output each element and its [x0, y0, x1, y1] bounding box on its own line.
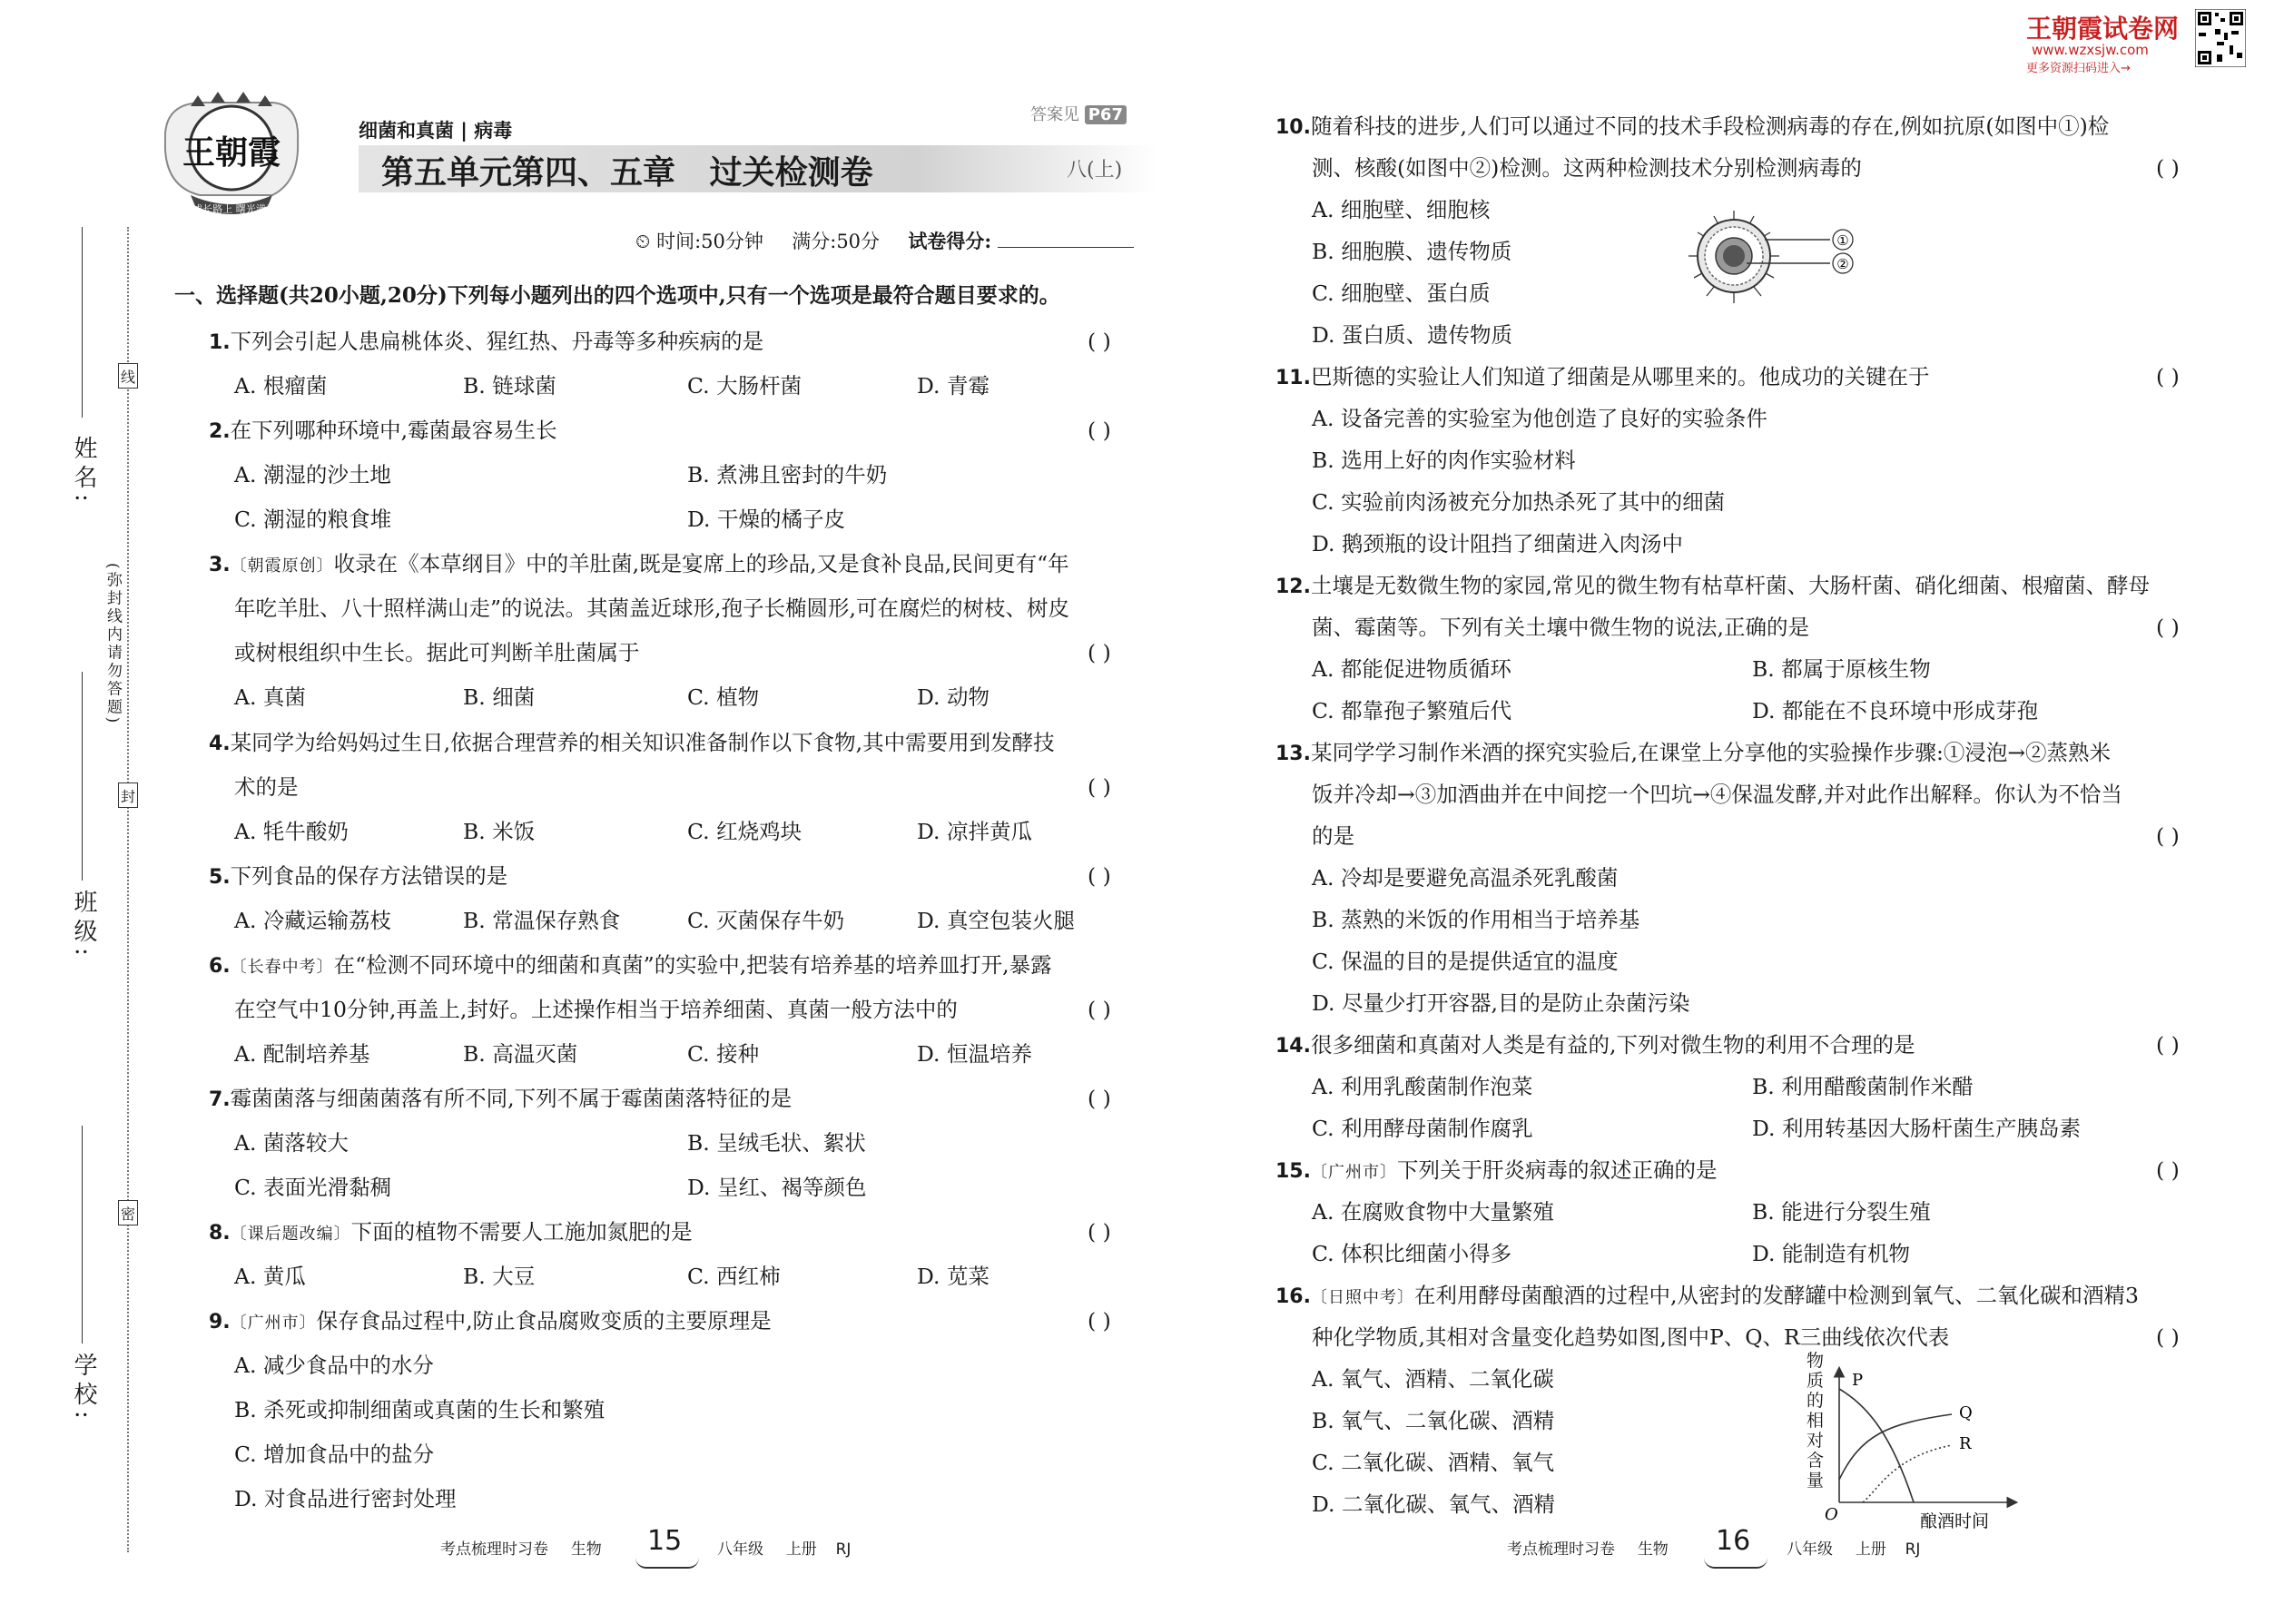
- answer-ref: [1030, 102, 1127, 125]
- q4-number: 4.: [209, 733, 231, 755]
- q16-option-b[interactable]: B. 氧气、二氧化碳、酒精: [1312, 1408, 1555, 1433]
- q7-stem: [209, 1078, 792, 1121]
- q13-stem-line2: 饭并冷却→③加酒曲并在中间挖一个凹坑→④保温发酵,并对此作出解释。你认为不恰当: [1312, 782, 2122, 807]
- q5-number: 5.: [209, 866, 231, 889]
- seal-mark-seal: 封: [118, 782, 138, 808]
- q1-option-c[interactable]: C. 大肠杆菌: [687, 373, 802, 399]
- q9-answer-blank[interactable]: ( ): [1088, 1308, 1111, 1334]
- q13-option-a[interactable]: A. 冷却是要避免高温杀死乳酸菌: [1312, 865, 1619, 891]
- q4-option-c[interactable]: C. 红烧鸡块: [687, 819, 802, 844]
- q7-text: 霉菌菌落与细菌菌落有所不同,下列不属于霉菌菌落特征的是: [230, 1086, 793, 1111]
- q13-stem-line3: 的是: [1312, 823, 1354, 849]
- q11-option-d[interactable]: D. 鹅颈瓶的设计阻挡了细菌进入肉汤中: [1312, 531, 1683, 556]
- q6-stem-line1: [209, 944, 1052, 989]
- q5-text: 下列食品的保存方法错误的是: [230, 863, 508, 889]
- q3-stem-line2: 年吃羊肚、八十照样满山走”的说法。其菌盖近球形,孢子长椭圆形,可在腐烂的树枝、树皮: [234, 595, 1069, 621]
- q15-option-c[interactable]: C. 体积比细菌小得多: [1312, 1241, 1512, 1266]
- q4-answer-blank[interactable]: ( ): [1088, 774, 1111, 800]
- exam-info: [635, 227, 1134, 254]
- q8-option-a[interactable]: A. 黄瓜: [234, 1264, 306, 1289]
- name-label: 姓名:: [70, 436, 97, 507]
- q5-option-d[interactable]: D. 真空包装火腿: [917, 908, 1075, 933]
- q16-source: 〔日照中考〕: [1310, 1288, 1414, 1307]
- q12-text-1: 土壤是无数微生物的家园,常见的微生物有枯草杆菌、大肠杆菌、硝化细菌、根瘤菌、酵母: [1310, 573, 2150, 598]
- q1-answer-blank[interactable]: ( ): [1088, 329, 1111, 354]
- curve-r: [1863, 1445, 1952, 1502]
- q9-text: 保存食品过程中,防止食品腐败变质的主要原理是: [316, 1308, 772, 1334]
- seal-mark-secret: 密: [118, 1200, 138, 1225]
- page-number-left: 15: [647, 1525, 683, 1557]
- footer-right-book: 考点梳理时习卷: [1507, 1540, 1615, 1559]
- q15-number: 15.: [1275, 1160, 1311, 1183]
- chart-series-q: Q: [1959, 1403, 1973, 1422]
- seal-mark-line: 线: [118, 363, 138, 389]
- q9-stem: [209, 1300, 772, 1344]
- q7-option-c[interactable]: C. 表面光滑黏稠: [234, 1175, 392, 1200]
- q15-source: 〔广州市〕: [1310, 1163, 1397, 1182]
- footer-right-meta: [1787, 1536, 1920, 1559]
- q8-stem: [209, 1211, 693, 1255]
- q13-stem-line1: [1275, 732, 2111, 775]
- page-title: 第五单元第四、五章 过关检测卷: [381, 154, 873, 192]
- q7-option-a[interactable]: A. 菌落较大: [234, 1130, 349, 1156]
- q10-option-b[interactable]: B. 细胞膜、遗传物质: [1312, 239, 1512, 264]
- virus-figure: [1687, 209, 1868, 322]
- q6-option-a[interactable]: A. 配制培养基: [234, 1041, 370, 1067]
- q16-stem-line2: 种化学物质,其相对含量变化趋势如图,图中P、Q、R三曲线依次代表: [1312, 1324, 1950, 1350]
- q15-option-b[interactable]: B. 能进行分裂生殖: [1752, 1199, 1931, 1225]
- q13-option-d[interactable]: D. 尽量少打开容器,目的是防止杂菌污染: [1312, 990, 1690, 1016]
- q1-option-b[interactable]: B. 链球菌: [463, 373, 556, 399]
- q3-answer-blank[interactable]: ( ): [1088, 640, 1111, 665]
- q11-option-b[interactable]: B. 选用上好的肉作实验材料: [1312, 448, 1576, 473]
- section1-heading: 一、选择题(共20小题,20分)下列每小题列出的四个选项中,只有一个选项是最符合题目要求的。: [174, 283, 1060, 308]
- q15-answer-blank[interactable]: ( ): [2156, 1157, 2180, 1183]
- q14-text: 很多细菌和真菌对人类是有益的,下列对微生物的利用不合理的是: [1310, 1032, 1915, 1058]
- q2-number: 2.: [209, 420, 231, 443]
- q14-option-b[interactable]: B. 利用醋酸菌制作米醋: [1752, 1074, 1974, 1099]
- q4-text-1: 某同学为给妈妈过生日,依据合理营养的相关知识准备制作以下食物,其中需要用到发酵技: [230, 730, 1055, 755]
- q3-option-a[interactable]: A. 真菌: [234, 684, 306, 710]
- q11-number: 11.: [1275, 367, 1311, 389]
- q3-option-d[interactable]: D. 动物: [917, 684, 989, 710]
- q11-option-c[interactable]: C. 实验前肉汤被充分加热杀死了其中的细菌: [1312, 489, 1726, 515]
- q3-option-b[interactable]: B. 细菌: [463, 684, 536, 710]
- q5-option-c[interactable]: C. 灭菌保存牛奶: [687, 908, 845, 933]
- score-blank[interactable]: [998, 247, 1134, 248]
- curve-p: [1839, 1389, 1914, 1502]
- q9-source: 〔广州市〕: [230, 1314, 317, 1333]
- q13-number: 13.: [1275, 743, 1311, 765]
- q2-option-d[interactable]: D. 干燥的橘子皮: [687, 507, 845, 532]
- full-score: 满分:50分: [792, 231, 881, 252]
- q1-option-d[interactable]: D. 青霉: [917, 373, 989, 399]
- q13-answer-blank[interactable]: ( ): [2156, 823, 2180, 849]
- q8-option-b[interactable]: B. 大豆: [463, 1264, 536, 1289]
- q6-source: 〔长春中考〕: [230, 958, 334, 977]
- q8-option-c[interactable]: C. 西红柿: [687, 1264, 781, 1289]
- q15-stem: [1275, 1149, 1717, 1194]
- page-number-left-swoosh: [635, 1558, 699, 1569]
- q8-source: 〔课后题改编〕: [230, 1225, 351, 1244]
- q15-option-a[interactable]: A. 在腐败食物中大量繁殖: [1312, 1199, 1554, 1225]
- q10-option-a[interactable]: A. 细胞壁、细胞核: [1312, 197, 1491, 222]
- q6-option-d[interactable]: D. 恒温培养: [917, 1041, 1032, 1067]
- seal-note: (弥封线内请勿答题): [103, 563, 122, 726]
- school-label: 学校:: [70, 1353, 97, 1424]
- q12-option-c[interactable]: C. 都靠孢子繁殖后代: [1312, 698, 1512, 723]
- page-number-right-swoosh: [1704, 1558, 1767, 1569]
- time-label: 时间:50分钟: [656, 231, 763, 252]
- q1-option-a[interactable]: A. 根瘤菌: [234, 373, 328, 399]
- q3-number: 3.: [209, 554, 231, 576]
- q12-number: 12.: [1275, 576, 1311, 598]
- q12-option-d[interactable]: D. 都能在不良环境中形成芽孢: [1752, 698, 2038, 723]
- q2-option-b[interactable]: B. 煮沸且密封的牛奶: [687, 462, 888, 487]
- page-number-right: 16: [1716, 1525, 1751, 1557]
- q3-option-c[interactable]: C. 植物: [687, 684, 760, 710]
- footer-left-book: 考点梳理时习卷: [440, 1540, 548, 1559]
- q6-stem-line2: 在空气中10分钟,再盖上,封好。上述操作相当于培养细菌、真菌一般方法中的: [234, 997, 958, 1022]
- footer-left-edition: RJ: [835, 1540, 852, 1559]
- q6-answer-blank[interactable]: ( ): [1088, 997, 1111, 1022]
- watermark-url: www.wzxsjw.com: [2032, 42, 2149, 58]
- clock-icon: ⏲: [635, 231, 651, 252]
- answer-ref-text: 答案见: [1030, 105, 1079, 124]
- q3-stem-line3: 或树根组织中生长。据此可判断羊肚菌属于: [234, 640, 640, 665]
- chart-series-p: P: [1852, 1371, 1864, 1390]
- chart-x-label: 酿酒时间: [1920, 1511, 1990, 1531]
- q3-source: 〔朝霞原创〕: [230, 556, 334, 576]
- q12-option-b[interactable]: B. 都属于原核生物: [1752, 656, 1931, 682]
- watermark-brand: 王朝霞试卷网: [2026, 14, 2180, 44]
- q9-option-b[interactable]: B. 杀死或抑制细菌或真菌的生长和繁殖: [234, 1397, 605, 1422]
- q3-stem-line1: [209, 543, 1069, 587]
- footer-left-grade: 八年级: [717, 1540, 763, 1559]
- q6-number: 6.: [209, 955, 231, 978]
- score-label: 试卷得分:: [908, 230, 992, 252]
- school-blank: [82, 1126, 83, 1343]
- q9-option-c[interactable]: C. 增加食品中的盐分: [234, 1442, 435, 1467]
- header-topic: 细菌和真菌 | 病毒: [359, 120, 513, 142]
- virus-label-2: ②: [1836, 256, 1849, 272]
- q16-text-1: 在利用酵母菌酿酒的过程中,从密封的发酵罐中检测到氧气、二氧化碳和酒精3: [1413, 1283, 2139, 1308]
- q13-option-b[interactable]: B. 蒸熟的米饭的作用相当于培养基: [1312, 907, 1640, 932]
- footer-left: [440, 1536, 602, 1559]
- chart-y-label: 物质的相对含量: [1807, 1351, 1825, 1491]
- q11-text: 巴斯德的实验让人们知道了细菌是从哪里来的。他成功的关键在于: [1310, 364, 1930, 389]
- footer-right: [1507, 1536, 1669, 1559]
- q2-option-a[interactable]: A. 潮湿的沙土地: [234, 462, 391, 487]
- q16-answer-blank[interactable]: ( ): [2156, 1324, 2180, 1350]
- q16-option-a[interactable]: A. 氧气、酒精、二氧化碳: [1312, 1366, 1554, 1392]
- q10-text-1: 随着科技的进步,人们可以通过不同的技术手段检测病毒的存在,例如抗原(如图中①)检: [1310, 113, 2110, 139]
- qr-code[interactable]: [2195, 9, 2246, 67]
- q2-stem: [209, 409, 557, 453]
- q7-answer-blank[interactable]: ( ): [1088, 1086, 1111, 1111]
- q11-option-a[interactable]: A. 设备完善的实验室为他创造了良好的实验条件: [1312, 406, 1767, 431]
- q15-text: 下列关于肝炎病毒的叙述正确的是: [1396, 1157, 1718, 1183]
- binding-line: [127, 227, 129, 1552]
- q7-option-d[interactable]: D. 呈红、褐等颜色: [687, 1175, 867, 1200]
- q9-option-a[interactable]: A. 减少食品中的水分: [234, 1353, 434, 1378]
- footer-right-subject: 生物: [1637, 1540, 1669, 1559]
- q12-answer-blank[interactable]: ( ): [2156, 615, 2180, 640]
- q10-stem-line1: [1275, 105, 2109, 149]
- name-blank: [82, 227, 83, 418]
- q16-option-d[interactable]: D. 二氧化碳、氧气、酒精: [1312, 1491, 1555, 1517]
- footer-left-subject: 生物: [570, 1540, 602, 1559]
- q8-option-d[interactable]: D. 苋菜: [917, 1264, 989, 1289]
- q10-answer-blank[interactable]: ( ): [2156, 155, 2180, 181]
- q10-option-d[interactable]: D. 蛋白质、遗传物质: [1312, 322, 1512, 348]
- class-label: 班级:: [70, 890, 97, 961]
- q14-number: 14.: [1275, 1035, 1311, 1058]
- footer-right-grade: 八年级: [1787, 1540, 1833, 1559]
- q16-stem-line1: [1275, 1275, 2139, 1319]
- q10-stem-line2: 测、核酸(如图中②)检测。这两种检测技术分别检测病毒的: [1312, 155, 1862, 181]
- q4-stem-line1: [209, 722, 1055, 765]
- q4-option-a[interactable]: A. 牦牛酸奶: [234, 819, 349, 844]
- logo-text: 王朝霞: [182, 133, 281, 172]
- q5-option-b[interactable]: B. 常温保存熟食: [463, 908, 621, 933]
- q12-stem-line1: [1275, 565, 2150, 608]
- q12-option-a[interactable]: A. 都能促进物质循环: [1312, 656, 1511, 682]
- chart-series-r: R: [1959, 1434, 1972, 1453]
- q10-number: 10.: [1275, 116, 1311, 139]
- q13-option-c[interactable]: C. 保温的目的是提供适宜的温度: [1312, 949, 1619, 974]
- q5-option-a[interactable]: A. 冷藏运输荔枝: [234, 908, 391, 933]
- q1-stem: [209, 320, 763, 364]
- q16-number: 16.: [1275, 1285, 1311, 1308]
- q14-option-a[interactable]: A. 利用乳酸菌制作泡菜: [1312, 1074, 1533, 1099]
- footer-left-term: 上册: [785, 1540, 817, 1559]
- q14-option-c[interactable]: C. 利用酵母菌制作腐乳: [1312, 1116, 1533, 1141]
- footer-left-meta: [717, 1536, 851, 1559]
- footer-right-edition: RJ: [1905, 1540, 1921, 1559]
- q4-stem-line2: 术的是: [234, 774, 299, 800]
- q6-text-1: 在“检测不同环境中的细菌和真菌”的实验中,把装有培养基的培养皿打开,暴露: [333, 952, 1052, 978]
- q1-number: 1.: [209, 331, 231, 354]
- chart-origin: O: [1825, 1505, 1838, 1524]
- q7-number: 7.: [209, 1088, 231, 1111]
- q8-text: 下面的植物不需要人工施加氮肥的是: [350, 1219, 693, 1245]
- q1-text: 下列会引起人患扁桃体炎、猩红热、丹毒等多种疾病的是: [230, 329, 764, 354]
- fermentation-chart: [1797, 1353, 2033, 1534]
- q4-option-b[interactable]: B. 米饭: [463, 819, 536, 844]
- q9-option-d[interactable]: D. 对食品进行密封处理: [234, 1486, 457, 1511]
- watermark-note: 更多资源扫码进入→: [2026, 62, 2131, 75]
- q6-option-b[interactable]: B. 高温灭菌: [463, 1041, 578, 1067]
- q9-number: 9.: [209, 1311, 231, 1334]
- q11-answer-blank[interactable]: ( ): [2156, 364, 2180, 389]
- virus-label-1: ①: [1836, 232, 1849, 249]
- class-blank: [82, 672, 83, 881]
- q2-option-c[interactable]: C. 潮湿的粮食堆: [234, 507, 392, 532]
- logo-slogan: 成长路上 曙光满天: [192, 203, 276, 215]
- q4-option-d[interactable]: D. 凉拌黄瓜: [917, 819, 1032, 844]
- q10-option-c[interactable]: C. 细胞壁、蛋白质: [1312, 281, 1491, 306]
- q5-answer-blank[interactable]: ( ): [1088, 863, 1111, 889]
- q11-stem: [1275, 356, 1929, 399]
- q15-option-d[interactable]: D. 能制造有机物: [1752, 1241, 1910, 1266]
- q14-stem: [1275, 1024, 1915, 1068]
- q8-number: 8.: [209, 1222, 231, 1245]
- q8-answer-blank[interactable]: ( ): [1088, 1219, 1111, 1245]
- grade-tag: 八(上): [1067, 159, 1123, 182]
- q14-answer-blank[interactable]: ( ): [2156, 1032, 2180, 1058]
- q14-option-d[interactable]: D. 利用转基因大肠杆菌生产胰岛素: [1752, 1116, 2081, 1141]
- q2-answer-blank[interactable]: ( ): [1088, 418, 1111, 443]
- answer-page-badge: P67: [1085, 105, 1127, 124]
- q7-option-b[interactable]: B. 呈绒毛状、絮状: [687, 1130, 866, 1156]
- q3-text-1: 收录在《本草纲目》中的羊肚菌,既是宴席上的珍品,又是食补良品,民间更有“年: [333, 551, 1069, 576]
- q12-stem-line2: 菌、霉菌等。下列有关土壤中微生物的说法,正确的是: [1312, 615, 1809, 640]
- q16-option-c[interactable]: C. 二氧化碳、酒精、氧气: [1312, 1450, 1555, 1475]
- q6-option-c[interactable]: C. 接种: [687, 1041, 760, 1067]
- q2-text: 在下列哪种环境中,霉菌最容易生长: [230, 418, 557, 443]
- q5-stem: [209, 855, 507, 899]
- footer-right-term: 上册: [1855, 1540, 1886, 1559]
- q13-text-1: 某同学学习制作米酒的探究实验后,在课堂上分享他的实验操作步骤:①浸泡→②蒸熟米: [1310, 740, 2112, 765]
